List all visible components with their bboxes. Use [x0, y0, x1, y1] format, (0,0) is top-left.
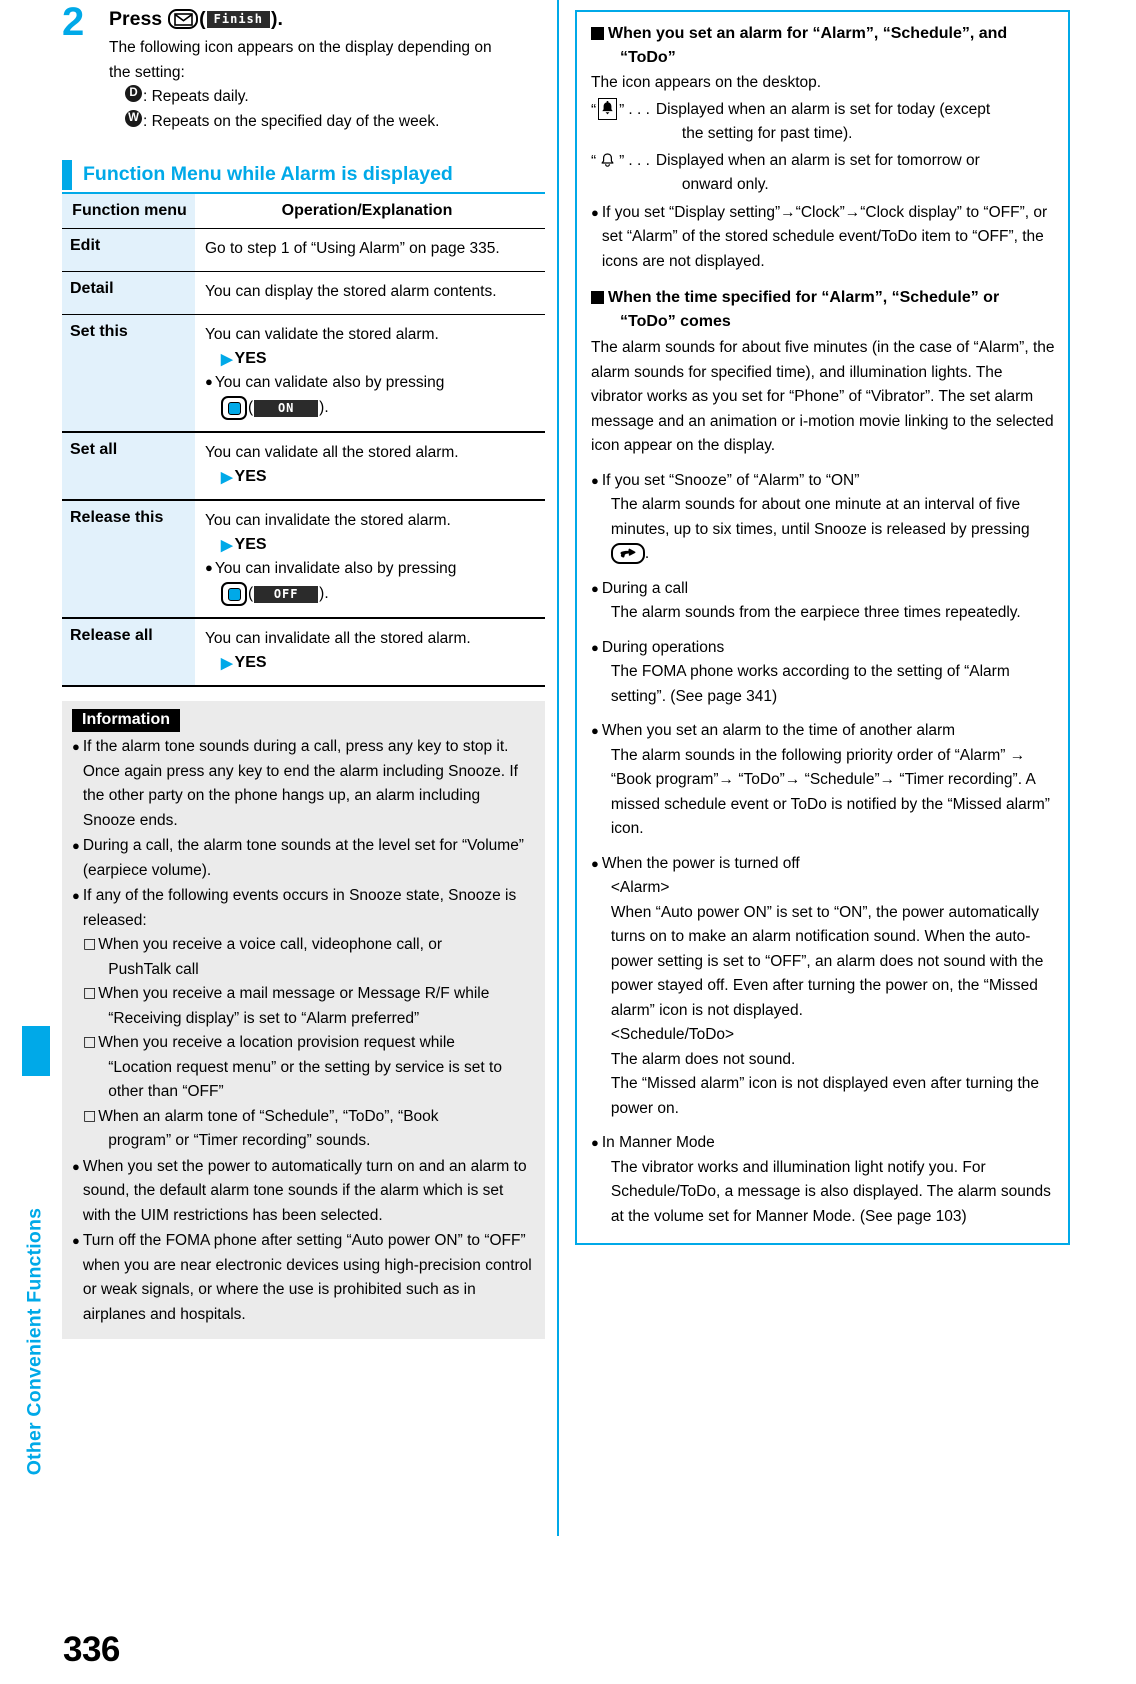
row-set-this-close-paren: ). [319, 399, 329, 416]
row-release-all-yes [205, 651, 541, 675]
repeat-weekly-text: : Repeats on the specified day of the week. [143, 112, 440, 130]
row-edit-desc [195, 229, 545, 272]
information-item-text: If any of the following events occurs in Snooze state, Snooze is released: [82, 887, 517, 929]
quote-close: ” [619, 152, 625, 170]
right-bullet-during-call-text [602, 577, 1056, 626]
information-sub-item [72, 933, 535, 982]
table-header-function-menu-label: Function menu [72, 202, 187, 219]
dots-separator: . . . [628, 151, 650, 169]
information-item [72, 1229, 535, 1327]
right-bullet-another-alarm-text [602, 719, 1056, 842]
information-item-text: During a call, the alarm tone sounds at the level set for “Volume” (earpiece volume). [82, 837, 524, 879]
right-bullet-another-alarm [591, 719, 1056, 842]
quote-close: ” [619, 101, 625, 119]
step-open-paren: ( [199, 8, 206, 30]
right-bullet-power-off-body-alarm: When “Auto power ON” is set to “ON”, the power automatically turns on to make an alarm notification sound. When the auto-power setting is set to “OFF”, an alarm does not sound with the power stayed off. Even after turning the power on, the “Missed alarm” icon is not displayed. [610, 903, 1044, 1019]
row-release-this-bullet-text: You can invalidate also by pressing [214, 560, 457, 577]
triangle-right-icon: ▶ [221, 350, 233, 368]
row-release-all-menu-label: Release all [70, 627, 153, 644]
row-set-all-menu [62, 432, 195, 500]
row-set-this-open-paren: ( [248, 399, 254, 416]
function-menu-table [62, 194, 545, 687]
right-heading-2-line-2: “ToDo” comes [620, 313, 731, 330]
bullet-icon: ● [205, 560, 213, 575]
row-edit-menu-label: Edit [70, 237, 101, 254]
information-item [72, 834, 535, 883]
step-body [109, 36, 545, 134]
right-column [575, 10, 1070, 1245]
row-set-this-menu-label: Set this [70, 323, 128, 340]
information-item-text: Turn off the FOMA phone after setting “Auto power ON” to “OFF” when you are near electronic devices using high-precision control or weak signals, or where the use is prohibited such as in airplanes and hospitals. [82, 1232, 532, 1323]
table-row [62, 432, 545, 500]
right-bullet-during-operations [591, 636, 1056, 710]
information-item-text: When you set the power to automatically turn on and an alarm to sound, the default alarm tone sounds if the alarm which is set with the UIM restrictions has been selected. [82, 1157, 527, 1224]
bullet-icon: ● [591, 855, 599, 871]
icon-definition-tomorrow [591, 149, 1056, 198]
right-heading-1 [591, 22, 1056, 70]
repeat-weekly-row [109, 110, 545, 135]
alarm-bell-filled-icon [598, 98, 617, 120]
row-release-this-desc-line: You can invalidate the stored alarm. [205, 512, 451, 529]
quote-open: “ [591, 101, 597, 119]
right-para-2: The alarm sounds for about five minutes (in the case of “Alarm”, the alarm sounds for specified time), and illumination lights. The vibrator works as you set for “Phone” of “Vibrator”. The set alarm message and an animation or i-motion movie linking to the selected icon appear on the display. [591, 339, 1055, 454]
page-number: 336 [63, 1630, 120, 1669]
repeat-daily-row [109, 85, 545, 110]
row-set-all-desc [195, 432, 545, 500]
information-sub-item-text [98, 933, 535, 982]
right-para-1: The icon appears on the desktop. [591, 74, 822, 91]
row-edit-desc-line: Go to step 1 of “Using Alarm” on page 335. [205, 240, 500, 257]
right-bullet-power-off-body-schedule: The alarm does not sound. [610, 1050, 796, 1068]
icon-definition-today [591, 98, 1056, 147]
triangle-right-icon: ▶ [221, 536, 233, 554]
side-tab [0, 0, 50, 1684]
bullet-icon: ● [591, 1135, 599, 1150]
right-bullet-manner-mode [591, 1131, 1056, 1229]
right-bullet-clock-setting [591, 201, 1056, 275]
table-row [62, 272, 545, 315]
triangle-right-icon: ▶ [221, 468, 233, 486]
section-heading [62, 158, 545, 194]
triangle-right-icon: ▶ [221, 654, 233, 672]
row-release-this-desc [195, 500, 545, 618]
bullet-icon: ● [591, 639, 599, 655]
icon-definition-tomorrow-text [656, 149, 1056, 198]
row-release-this-menu [62, 500, 195, 618]
information-box [62, 701, 545, 1339]
row-release-all-menu [62, 618, 195, 686]
row-set-this-yes [205, 347, 541, 371]
dots-separator: . . . [628, 100, 650, 118]
box-bullet-icon: □ [83, 1107, 97, 1124]
right-bullet-power-off-sub-alarm: <Alarm> [610, 879, 670, 896]
bullet-icon: ● [72, 1158, 80, 1174]
information-item [72, 1155, 535, 1229]
right-bullet-power-off-text [602, 852, 1056, 1122]
row-release-all-yes-label: YES [234, 654, 267, 671]
bullet-icon: ● [591, 204, 599, 220]
row-detail-menu-label: Detail [70, 280, 114, 297]
row-set-all-desc-line: You can validate all the stored alarm. [205, 444, 459, 461]
row-set-this-desc [195, 315, 545, 433]
row-detail-menu [62, 272, 195, 315]
row-release-this-press [205, 581, 541, 607]
row-release-this-open-paren: ( [248, 585, 254, 602]
icon-def-line-2: the setting for past time). [681, 125, 853, 142]
alarm-bell-outline-icon [598, 149, 617, 171]
right-heading-1-text [608, 22, 1056, 70]
right-bullet-power-off [591, 852, 1056, 1122]
side-tab-label: Other Convenient Functions [23, 1207, 46, 1476]
row-set-all-menu-label: Set all [70, 441, 118, 458]
icon-def-line-1: Displayed when an alarm is set for tomorrow or [655, 151, 980, 169]
right-bullet-during-call-body: The alarm sounds from the earpiece three times repeatedly. [610, 604, 1021, 621]
step-number: 2 [62, 0, 85, 44]
information-sub-item-text [98, 982, 535, 1031]
row-release-this-yes-label: YES [234, 536, 267, 553]
row-release-this-yes [205, 533, 541, 557]
right-bullet-snooze [591, 469, 1056, 567]
right-bullet-another-alarm-body: The alarm sounds in the following priority order of “Alarm” → “Book program”→ “ToDo”→ “Schedule”→ “Timer recording”. A missed schedule event or ToDo is notified by the “Missed alarm” icon. [610, 746, 1050, 837]
row-release-this-menu-label: Release this [70, 509, 164, 526]
bullet-icon: ● [72, 1233, 80, 1248]
envelope-icon [168, 9, 198, 29]
row-set-this-yes-label: YES [234, 350, 267, 367]
off-softkey: OFF [254, 586, 318, 603]
row-set-all-yes-label: YES [234, 468, 267, 485]
right-bullet-manner-mode-title: In Manner Mode [601, 1134, 715, 1151]
row-set-this-bullet [205, 371, 541, 395]
right-bullet-manner-mode-text [602, 1131, 1056, 1229]
row-set-all-yes [205, 465, 541, 489]
sub-line-1: When an alarm tone of “Schedule”, “ToDo”, “Book [98, 1107, 439, 1125]
row-set-this-press [205, 395, 541, 421]
sub-line-1: When you receive a voice call, videophone call, or [98, 936, 443, 953]
right-bullet-power-off-title: When the power is turned off [601, 854, 800, 872]
right-bullet-during-operations-text [602, 636, 1056, 710]
step-body-line-2: the setting: [109, 63, 185, 81]
column-divider [557, 0, 559, 1536]
row-release-this-close-paren: ). [319, 585, 329, 602]
right-heading-2 [591, 286, 1056, 334]
finish-softkey: Finish [207, 11, 270, 28]
box-bullet-icon: □ [83, 936, 97, 952]
sub-line-1: When you receive a location provision request while [98, 1034, 455, 1051]
quote-open: “ [591, 152, 597, 170]
step-title [109, 6, 545, 32]
side-tab-color-block [22, 1026, 50, 1076]
right-bullet-snooze-text [602, 469, 1056, 567]
information-sub-item [72, 982, 535, 1031]
bullet-icon: ● [72, 739, 80, 754]
box-bullet-icon: □ [83, 1034, 97, 1050]
information-sub-item [72, 1031, 535, 1105]
row-detail-desc [195, 272, 545, 315]
table-row [62, 500, 545, 618]
step-close-paren: ). [271, 8, 283, 30]
right-bullet-clock-setting-text: If you set “Display setting”→“Clock”→“Clock display” to “OFF”, or set “Alarm” of the stored schedule event/ToDo item to “OFF”, the icons are not displayed. [601, 203, 1048, 270]
repeat-weekly-icon: W [125, 110, 142, 127]
table-header-operation [195, 194, 545, 229]
row-set-this-desc-line: You can validate the stored alarm. [205, 326, 439, 343]
right-bullet-snooze-body-pre: The alarm sounds for about one minute at an interval of five minutes, up to six times, until Snooze is released by pressing [610, 496, 1030, 538]
step-2 [62, 0, 545, 134]
filled-square-icon [591, 27, 604, 40]
sub-line-2: PushTalk call [108, 960, 199, 978]
repeat-daily-icon: D [125, 85, 142, 102]
sub-line-2: “Location request menu” or the setting by service is set to other than “OFF” [108, 1058, 502, 1100]
right-bullet-snooze-body-post: . [644, 545, 650, 562]
right-bullet-snooze-title: If you set “Snooze” of “Alarm” to “ON” [601, 471, 860, 489]
right-bullet-another-alarm-title: When you set an alarm to the time of another alarm [601, 722, 956, 739]
right-bullet-snooze-body [602, 493, 1056, 567]
information-item [72, 735, 535, 833]
right-heading-1-line-1: When you set an alarm for “Alarm”, “Schedule”, and [608, 25, 1008, 42]
table-row [62, 618, 545, 686]
right-bullet-power-off-body-missed: The “Missed alarm” icon is not displayed even after turning the power on. [610, 1075, 1040, 1117]
sub-line-1: When you receive a mail message or Message R/F while [98, 985, 490, 1002]
right-bullet-during-call-title: During a call [601, 579, 689, 597]
center-select-key-icon [221, 396, 247, 420]
right-heading-2-text [608, 286, 1056, 334]
row-release-all-desc-line: You can invalidate all the stored alarm. [205, 630, 471, 647]
icon-def-line-1: Displayed when an alarm is set for today (except [655, 100, 991, 118]
bullet-icon: ● [72, 888, 80, 903]
information-item-text: If the alarm tone sounds during a call, press any key to stop it. Once again press any key to end the alarm including Snooze. If the other party on the phone hangs up, an alarm including Snooze ends. [82, 738, 518, 829]
row-detail-desc-line: You can display the stored alarm contents. [205, 283, 497, 300]
bullet-icon: ● [591, 580, 599, 596]
left-column [62, 0, 545, 1339]
right-heading-1-line-2: “ToDo” [620, 49, 676, 66]
table-header-operation-label: Operation/Explanation [281, 202, 453, 219]
bullet-icon: ● [72, 838, 80, 853]
right-info-box [575, 10, 1070, 1245]
row-set-this-bullet-text: You can validate also by pressing [214, 374, 445, 391]
bullet-icon: ● [591, 723, 599, 738]
repeat-daily-text: : Repeats daily. [143, 88, 249, 105]
right-bullet-during-operations-body: The FOMA phone works according to the setting of “Alarm setting”. (See page 341) [610, 663, 1010, 705]
right-bullet-during-operations-title: During operations [601, 638, 725, 656]
table-header-function-menu [62, 194, 195, 229]
right-heading-2-line-1: When the time specified for “Alarm”, “Schedule” or [608, 289, 1000, 306]
row-release-all-desc [195, 618, 545, 686]
center-select-key-icon [221, 582, 247, 606]
information-title: Information [72, 709, 180, 732]
right-bullet-manner-mode-body: The vibrator works and illumination light notify you. For Schedule/ToDo, a message is also displayed. The alarm sounds at the volume set for Manner Mode. (See page 103) [610, 1158, 1051, 1225]
table-row [62, 229, 545, 272]
step-body-line-1: The following icon appears on the display depending on [109, 39, 492, 56]
icon-definition-today-text [656, 98, 1056, 147]
information-item [72, 884, 535, 933]
step-press-label: Press [109, 8, 163, 30]
box-bullet-icon: □ [83, 985, 97, 1001]
bullet-icon: ● [591, 472, 599, 488]
filled-square-icon [591, 291, 604, 304]
table-row [62, 315, 545, 433]
table-header-row [62, 194, 545, 229]
information-sub-item-text [98, 1105, 535, 1154]
right-bullet-during-call [591, 577, 1056, 626]
section-heading-bar [62, 160, 72, 190]
icon-def-line-2: onward only. [681, 176, 769, 193]
sub-line-2: program” or “Timer recording” sounds. [108, 1132, 371, 1149]
on-softkey: ON [254, 400, 318, 417]
row-edit-menu [62, 229, 195, 272]
bullet-icon: ● [205, 374, 213, 389]
phone-end-key-icon [611, 543, 645, 564]
information-sub-item-text [98, 1031, 535, 1105]
information-sub-item [72, 1105, 535, 1154]
right-bullet-power-off-sub-schedule: <Schedule/ToDo> [610, 1026, 735, 1043]
row-set-this-menu [62, 315, 195, 433]
row-release-this-bullet [205, 557, 541, 581]
sub-line-2: “Receiving display” is set to “Alarm preferred” [108, 1009, 420, 1027]
section-heading-text: Function Menu while Alarm is displayed [83, 163, 453, 185]
